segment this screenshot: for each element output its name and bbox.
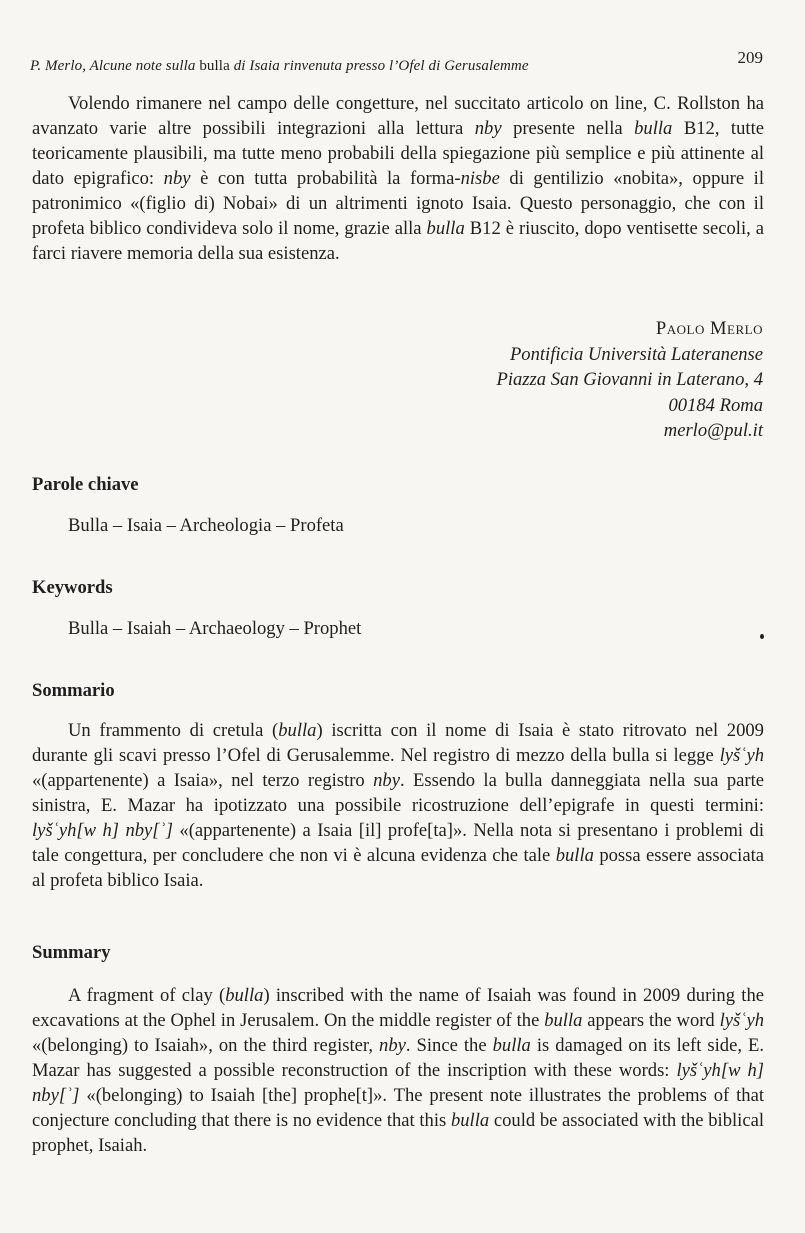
author-address-city: 00184 Roma (668, 394, 763, 416)
running-head-title-2: bulla (199, 58, 230, 74)
text-run: «(appartenente) a Isaia [il] profe[ta]». Nella nota si presentano i problemi di tale congettura, per concludere che non vi è alcuna evidenza che tale (32, 820, 764, 866)
parole-chiave-list: Bulla – Isaia – Archeologia – Profeta (68, 515, 344, 536)
text-run: «(appartenente) a Isaia», nel terzo registro (32, 770, 374, 791)
text-run: B12 è riuscito, dopo ventisette secoli, a farci riavere memoria della sua esistenza. (32, 218, 764, 264)
italic-run: nby (163, 168, 191, 189)
italic-run: lyšʿyh (719, 1010, 765, 1031)
text-run: presente nella (501, 118, 635, 139)
running-head-title-3: di Isaia rinvenuta presso l’Ofel di Gerusalemme (233, 58, 529, 74)
text-run: B12, tutte teoricamente plausibili, ma tutte meno probabili della spiegazione più semplice e più attinente al dato epigrafico: (32, 118, 764, 189)
text-run: Un frammento di cretula ( (68, 720, 279, 741)
italic-run: bulla (426, 218, 465, 239)
italic-run: nby (474, 118, 502, 139)
text-run: ) iscritta con il nome di Isaia è stato ritrovato nel 2009 durante gli scavi presso l’Ofel di Gerusalemme. Nel registro di mezzo della bulla si legge (32, 720, 764, 766)
text-run: appears the word (582, 1010, 720, 1031)
text-run: . Since the (405, 1035, 493, 1056)
text-run: A fragment of clay ( (68, 985, 226, 1006)
text-run: di gentilizio «nobita», oppure il patronimico «(figlio di) Nobai» di un altrimenti ignoto Isaia. Questo personaggio, che con il profeta biblico condivideva solo il nome, grazie alla (32, 168, 765, 239)
italic-run: lyšʿyh[w h] nby[ʾ] (32, 820, 173, 841)
text-run: possa essere associata al profeta biblico Isaia. (32, 845, 764, 891)
running-head-author: P. Merlo (30, 58, 83, 74)
author-name: Paolo Merlo (655, 318, 763, 339)
text-run: «(belonging) to Isaiah [the] prophe[t]». The present note illustrates the problems of that conjecture concluding that there is no evidence that this (32, 1085, 764, 1131)
italic-run: lyšʿyh[w h] nby[ʾ] (32, 1060, 764, 1106)
page-number: 209 (737, 48, 763, 67)
italic-run: nby (379, 1035, 406, 1056)
italic-run: bulla (634, 118, 673, 139)
text-run: è con tutta probabilità la forma- (190, 168, 461, 189)
summary-paragraph (32, 983, 764, 1158)
text-run: «(belonging) to Isaiah», on the third register, (32, 1035, 380, 1056)
italic-run: bulla (225, 985, 264, 1006)
italic-run: bulla (555, 845, 594, 866)
keywords-list: Bulla – Isaiah – Archaeology – Prophet (68, 618, 362, 639)
author-address-street: Piazza San Giovanni in Laterano, 4 (496, 369, 763, 390)
text-run: is damaged on its left side, E. Mazar has suggested a possible reconstruction of the inscription with these words: (32, 1035, 764, 1081)
running-head-title-1: Alcune note sulla (89, 58, 196, 74)
text-run: could be associated with the biblical prophet, Isaiah. (32, 1110, 764, 1156)
italic-run: bulla (278, 720, 317, 741)
author-affiliation: Pontificia Università Lateranense (509, 343, 763, 365)
keywords-heading: Keywords (32, 577, 113, 598)
text-run: Volendo rimanere nel campo delle congetture, nel succitato articolo on line, C. Rollston ha avanzato varie altre possibili integrazioni alla lettura (32, 93, 764, 139)
sommario-heading: Sommario (32, 680, 115, 701)
running-head: P. Merlo, Alcune note sulla bulla di Isaia rinvenuta presso l’Ofel di Gerusalemme (30, 58, 529, 74)
italic-run: nisbe (460, 168, 500, 189)
text-run: ) inscribed with the name of Isaiah was found in 2009 during the excavations at the Ophel in Jerusalem. On the middle register of the (32, 985, 764, 1031)
ink-speck (760, 634, 764, 639)
italic-run: bulla (450, 1110, 490, 1131)
italic-run: lyšʿyh (719, 745, 764, 766)
closing-paragraph (32, 91, 764, 266)
summary-heading: Summary (32, 942, 111, 963)
italic-run: bulla (492, 1035, 531, 1056)
author-email: merlo@pul.it (663, 420, 763, 441)
text-run: . Essendo la bulla danneggiata nella sua parte sinistra, E. Mazar ha ipotizzato una possibile ricostruzione dell’epigrafe in questi termini: (32, 770, 764, 816)
italic-run: bulla (544, 1010, 583, 1031)
parole-chiave-heading: Parole chiave (32, 474, 139, 495)
italic-run: nby (373, 770, 400, 791)
sommario-paragraph (32, 718, 764, 893)
author-signature (496, 316, 763, 444)
